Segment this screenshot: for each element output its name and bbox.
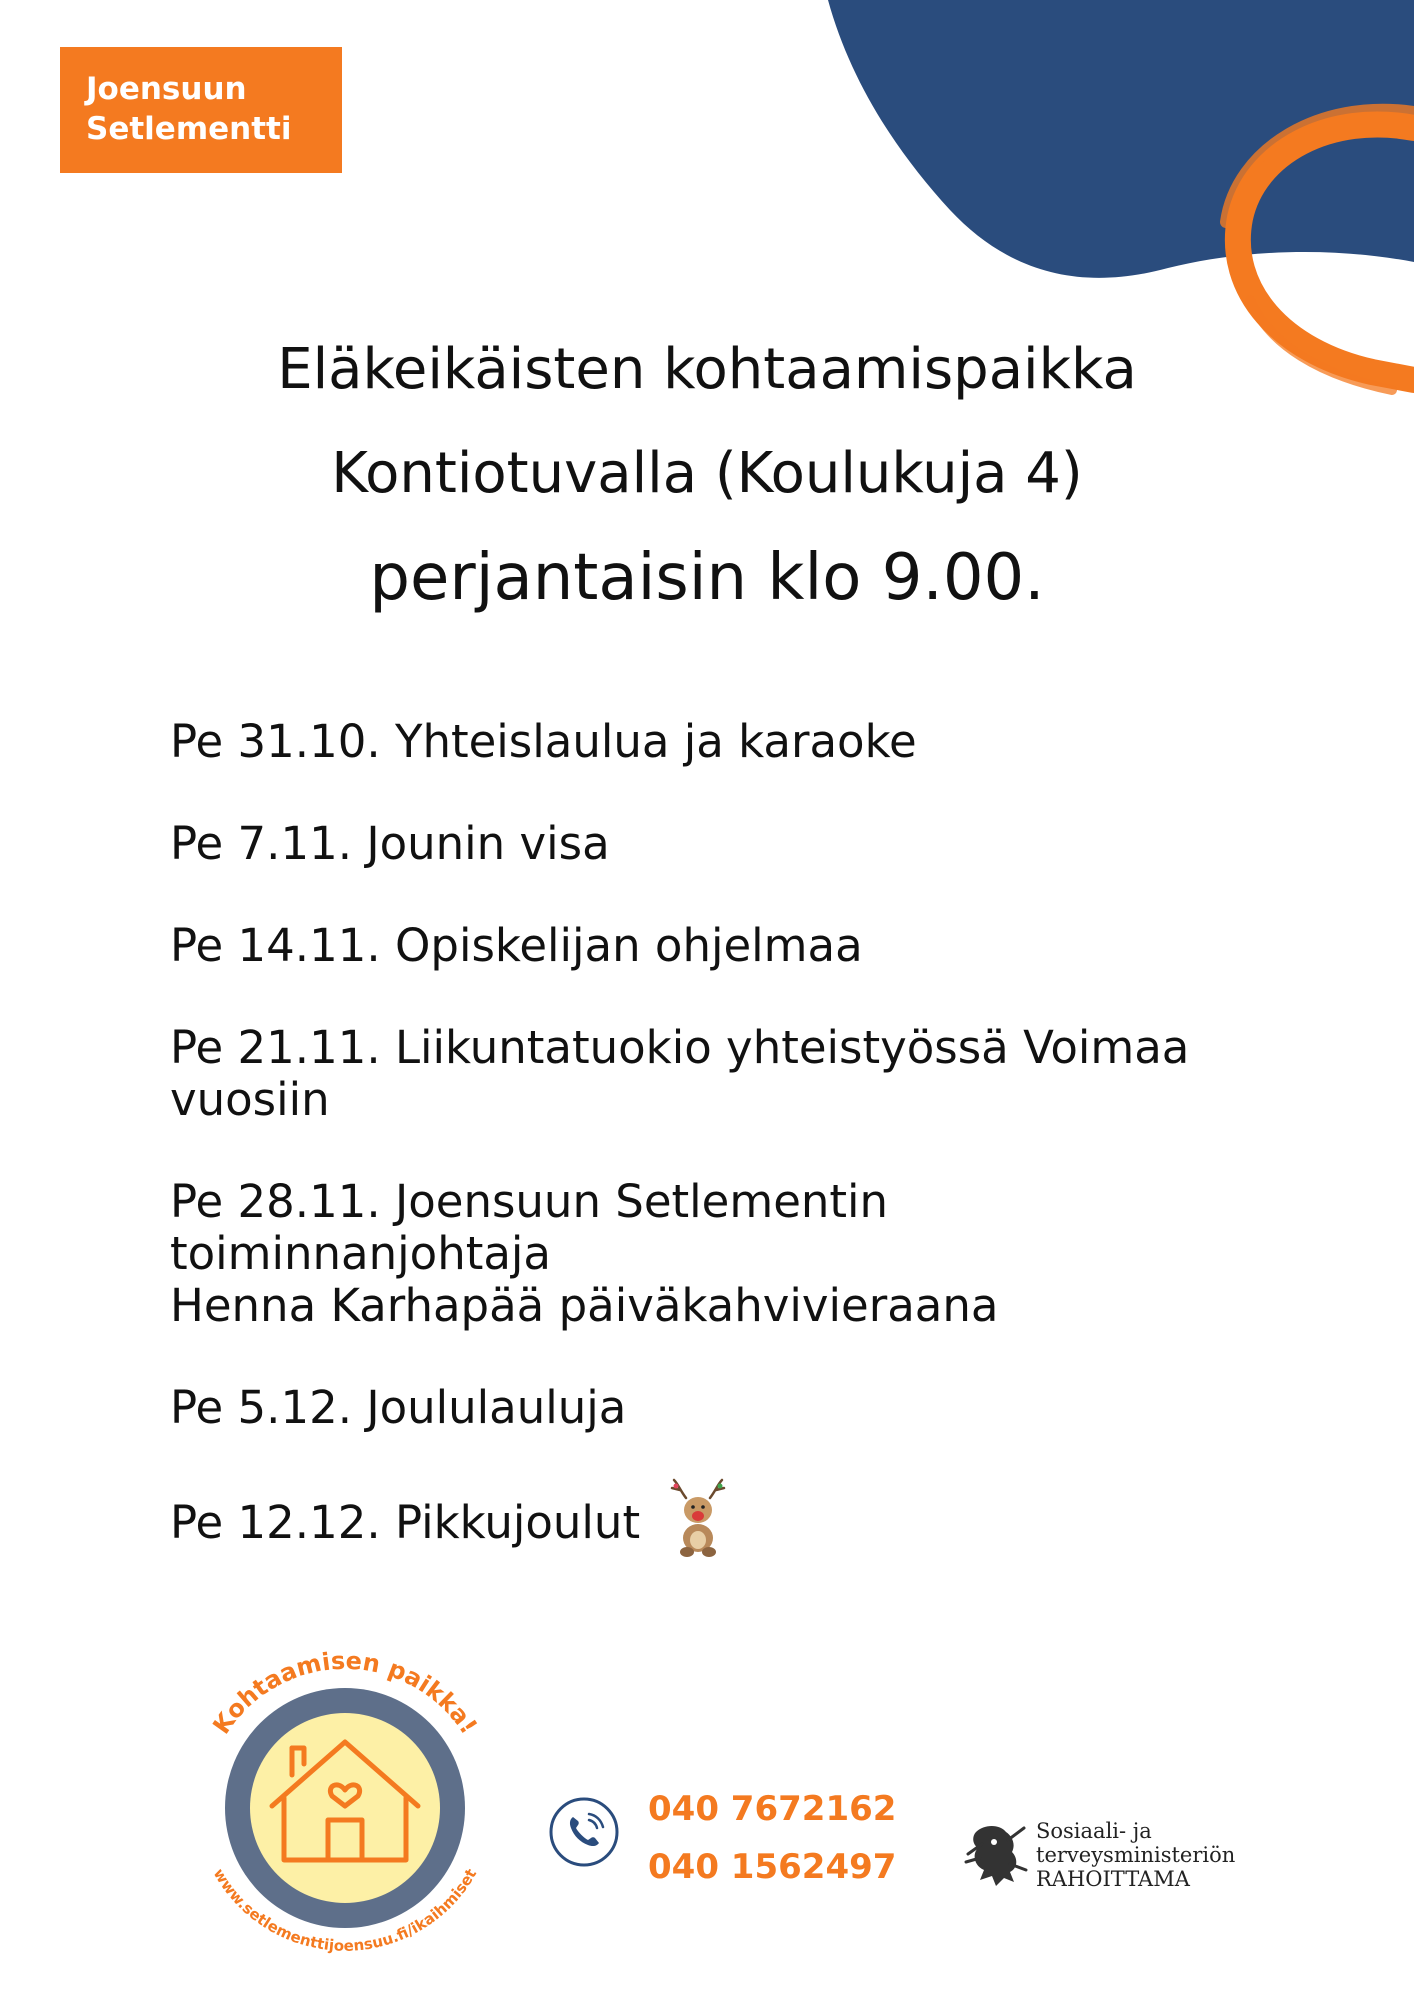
event-item (170, 1022, 1290, 1126)
event-item (170, 818, 1290, 870)
kohtaamisen-paikka-badge (180, 1630, 510, 1970)
event-text: Pe 28.11. Joensuun Setlementin (170, 1175, 889, 1228)
event-item (170, 716, 1290, 768)
event-text: Pe 7.11. Jounin visa (170, 817, 610, 870)
navy-blob-shape (828, 0, 1414, 278)
ministry-line-1: Sosiaali- ja (1036, 1819, 1152, 1843)
badge-url-text: www.setlementtijoensuu.fi/ikaihmiset (209, 1865, 481, 1955)
contact-phones (648, 1780, 896, 1896)
ministry-line-2: terveysministeriön (1036, 1843, 1236, 1867)
event-text-cont: Henna Karhapää päiväkahvivieraana (170, 1279, 999, 1332)
event-item (170, 1484, 1290, 1568)
title-line-1: Eläkeikäisten kohtaamispaikka (277, 337, 1137, 402)
ministry-line-3: RAHOITTAMA (1036, 1867, 1190, 1891)
title-line-3: perjantaisin klo 9.00. (369, 541, 1045, 615)
reindeer-icon (668, 1476, 728, 1560)
phone-number-2[interactable]: 040 1562497 (648, 1847, 897, 1887)
lion-crest-icon (956, 1814, 1036, 1894)
page-title (140, 318, 1274, 630)
event-item (170, 1176, 1290, 1332)
event-item (170, 1382, 1290, 1434)
event-text-cont: vuosiin (170, 1073, 330, 1126)
ministry-credit (1036, 1819, 1235, 1891)
event-text-cont: toiminnanjohtaja (170, 1227, 552, 1280)
event-text: Pe 12.12. Pikkujoulut (170, 1496, 641, 1549)
title-line-2: Kontiotuvalla (Koulukuja 4) (331, 441, 1083, 506)
phone-icon (548, 1796, 620, 1868)
event-text: Pe 21.11. Liikuntatuokio yhteistyössä Voimaa (170, 1021, 1190, 1074)
logo-line-1: Joensuun (86, 71, 247, 107)
badge-top-text: Kohtaamisen paikka! (207, 1646, 483, 1740)
event-list (170, 716, 1290, 1618)
event-item (170, 920, 1290, 972)
event-text: Pe 31.10. Yhteislaulua ja karaoke (170, 715, 917, 768)
event-text: Pe 5.12. Joululauluja (170, 1381, 627, 1434)
phone-number-1[interactable]: 040 7672162 (648, 1789, 897, 1829)
setlementti-logo (60, 47, 342, 173)
logo-line-2: Setlementti (86, 111, 292, 147)
event-text: Pe 14.11. Opiskelijan ohjelmaa (170, 919, 863, 972)
